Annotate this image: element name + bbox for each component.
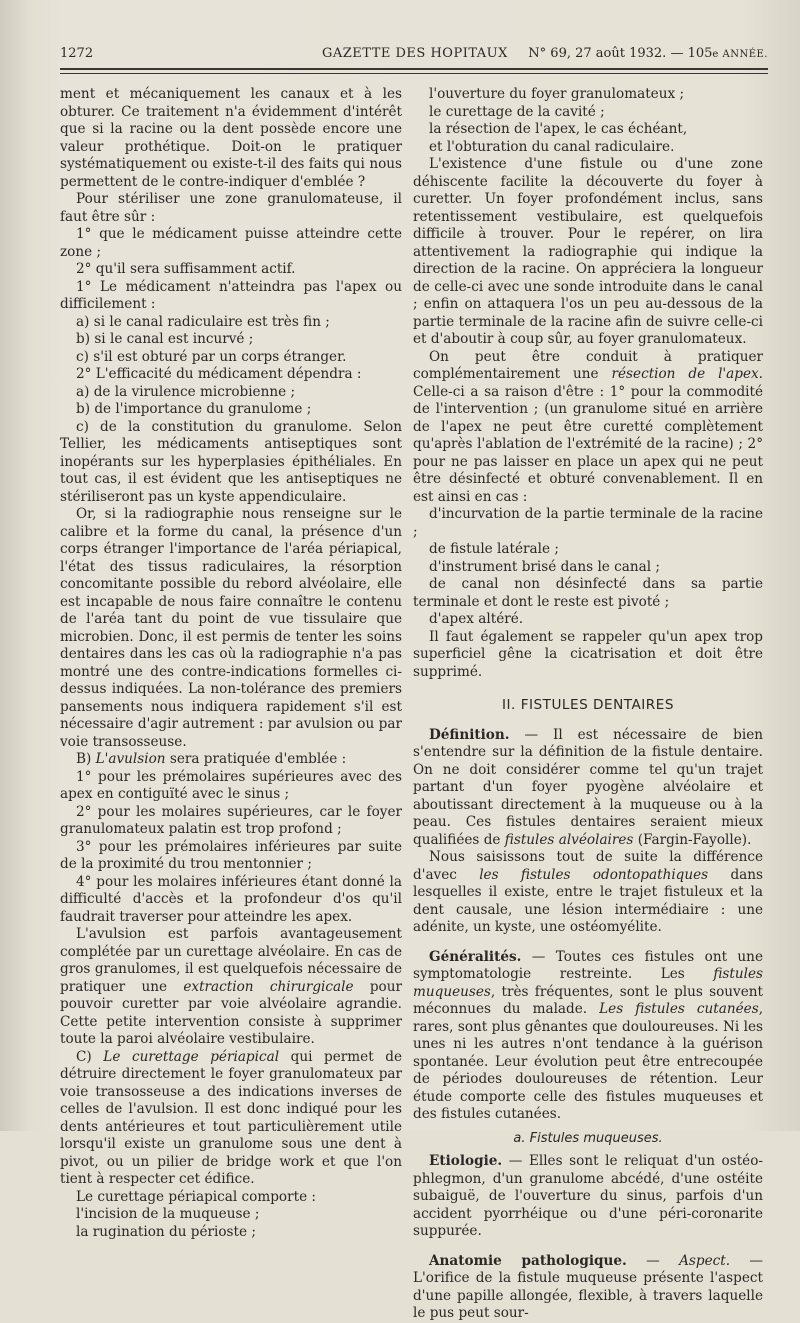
list-item: la résection de l'apex, le cas échéant, bbox=[429, 121, 688, 137]
subsection-letter: a. bbox=[513, 1130, 526, 1146]
emphasis: L'avulsion bbox=[95, 751, 166, 767]
paragraph: Le curettage périapical comporte : bbox=[76, 1188, 317, 1205]
right-column bbox=[413, 86, 763, 1323]
text: dans lesquelles il existe, entre le trajet fistuleux et la dent causale, une lésion intermédiaire : une adénite, un kyste, une ostéomyélite. bbox=[413, 866, 764, 935]
text: — Elles sont le reliquat d'un ostéo-phlegmon, d'un granulome abcédé, d'une ostéite subaiguë, de l'ouverture du sinus, parfois d'un accident pyorrhéique ou d'une péri-coronarite suppurée. bbox=[413, 1153, 763, 1239]
text: On peut être conduit à pratiquer complémentairement une bbox=[413, 348, 763, 382]
text: qui permet de détruire directement le foyer granulomateux par voie transosseuse a des indications inverses de celles de l'avulsion. Il est donc indiqué pour les dents antérieures et tout particulièrement utile lorsqu'il existe un granulome sous une dent à pivot, ou un pilier de bridge work et que l'on tient à respecter cet édifice. bbox=[60, 1048, 402, 1187]
text: . Celle-ci a sa raison d'être : 1° pour la commodité de l'intervention ; (un granulome situé en arrière de l'apex ne peut être curetté complètement qu'après l'ablation de l'extrémité de la racine) ; 2° pour ne pas laisser en place un apex qui ne peut être désinfecté et obturé convenablement. Il en est ainsi en cas : bbox=[413, 366, 763, 505]
run-in-heading: Etiologie. bbox=[429, 1153, 503, 1169]
paragraph bbox=[413, 349, 763, 507]
text: — Toutes ces fistules ont une symptomatologie restreinte. Les bbox=[413, 948, 763, 982]
run-in-heading: Généralités. bbox=[429, 948, 522, 965]
spacer bbox=[413, 1241, 763, 1253]
emphasis: Aspect. bbox=[679, 1252, 731, 1269]
list-item: l'incision de la muqueuse ; bbox=[76, 1206, 260, 1222]
list-item: 2° pour les molaires supérieures, car le foyer granulomateux palatin est trop profond ; bbox=[60, 803, 402, 837]
paragraph: L'existence d'une fistule ou d'une zone déhiscente facilite la découverte du foyer à curetter. Un foyer profondément inclus, sans retentissement vestibulaire, est quelquefois difficile à trouver. Pour le repérer, on lira attentivement la radiographie qui indique la direction de la racine. On appréciera la longueur de celle-ci avec une sonde introduite dans le canal ; enfin on attaquera l'os un peu au-dessous de la partie terminale de la racine afin de suivre celle-ci et d'aboutir à coup sûr, au foyer granulomateux. bbox=[413, 156, 763, 347]
paragraph bbox=[413, 849, 763, 937]
emphasis: Le curettage périapical bbox=[103, 1048, 280, 1065]
paragraph bbox=[413, 949, 763, 1124]
text: L'avulsion est parfois avantageusement complétée par un curettage alvéolaire. En cas de gros granulomes, il est quelquefois nécessaire de pratiquer une bbox=[60, 926, 402, 995]
left-column bbox=[60, 86, 402, 1241]
issue-year-suffix: e ANNÉE. bbox=[712, 49, 768, 60]
text: C) bbox=[76, 1048, 104, 1065]
text: B) bbox=[76, 751, 96, 767]
emphasis: résection de l'apex bbox=[611, 366, 759, 382]
issue-date: N° 69, 27 août 1932. — 105 bbox=[528, 46, 713, 61]
subsection-title: Fistules muqueuses. bbox=[529, 1130, 663, 1146]
list-item: de canal non désinfecté dans sa partie terminale et dont le reste est pivoté ; bbox=[413, 576, 763, 610]
journal-title: GAZETTE DES HOPITAUX bbox=[322, 46, 508, 61]
run-in-heading: Définition. bbox=[429, 726, 510, 743]
paragraph: 2° L'efficacité du médicament dépendra : bbox=[76, 366, 362, 382]
header-rule-thin bbox=[60, 73, 768, 74]
text: — bbox=[626, 1252, 680, 1269]
text: , très fréquentes, sont le plus souvent méconnues du malade. bbox=[413, 983, 763, 1017]
page-number: 1272 bbox=[60, 46, 94, 61]
list-item: c) s'il est obturé par un corps étranger. bbox=[76, 348, 347, 365]
text: Nous saisissons tout de suite la différence d'avec bbox=[413, 849, 763, 883]
list-item: d'apex altéré. bbox=[429, 611, 524, 627]
list-item: 3° pour les prémolaires inférieures par suite de la proximité du trou mentonnier ; bbox=[60, 838, 402, 872]
text: sera pratiquée d'emblée : bbox=[165, 751, 347, 767]
list-item: a) de la virulence microbienne ; bbox=[76, 383, 296, 400]
paragraph bbox=[413, 1253, 763, 1323]
paragraph bbox=[60, 1049, 402, 1189]
paragraph: Il faut également se rappeler qu'un apex trop superficiel gêne la cicatrisation et doit être supprimé. bbox=[413, 628, 763, 680]
list-item: le curettage de la cavité ; bbox=[429, 103, 605, 120]
list-item: la rugination du périoste ; bbox=[76, 1223, 256, 1240]
paragraph bbox=[60, 751, 402, 769]
paragraph bbox=[60, 926, 402, 1049]
list-item: c) de la constitution du granulome. Selon Tellier, les médicaments antiseptiques sont inopérants sur les hyperplasies épithéliales. En tout cas, il est évident que les antiseptiques ne stériliseront pas un kyste appendiculaire. bbox=[60, 418, 402, 505]
paragraph: Or, si la radiographie nous renseigne sur le calibre et la forme du canal, la présence d'un corps étranger l'importance de l'aréa périapical, l'état des tissus radiculaires, la résorption concomitante possible du rebord alvéolaire, elle est incapable de nous faire connaître le contenu de l'aréa tant du point de vue tissulaire que microbien. Donc, il est permis de tenter les soins dentaires dans les cas où la radiographie n'a pas montré une des contre-indications formelles ci-dessus indiquées. La non-tolérance des premiers pansements nous indiquera rapidement s'il est nécessaire d'agir autrement : par avulsion ou par voie transosseuse. bbox=[60, 506, 402, 750]
text: — L'orifice de la fistule muqueuse présente l'aspect d'une papille allongée, flexible, à travers laquelle le pus peut sour- bbox=[413, 1252, 763, 1321]
page-header bbox=[60, 46, 768, 66]
header-rule-thick bbox=[60, 68, 768, 70]
list-item: a) si le canal radiculaire est très fin ; bbox=[76, 313, 330, 330]
emphasis: fistules muqueuses bbox=[413, 966, 763, 1000]
paragraph bbox=[413, 727, 763, 850]
list-item: d'incurvation de la partie terminale de la racine ; bbox=[413, 506, 763, 540]
list-item: et l'obturation du canal radiculaire. bbox=[429, 138, 675, 155]
list-item: 1° pour les prémolaires supérieures avec des apex en contiguïté avec le sinus ; bbox=[60, 768, 402, 802]
list-item: d'instrument brisé dans le canal ; bbox=[429, 558, 660, 575]
spacer bbox=[413, 937, 763, 949]
subsection-heading bbox=[413, 1130, 763, 1148]
text: pour pouvoir curetter par voie alvéolaire agrandie. Cette petite intervention consiste à supprimer toute la paroi alvéolaire vestibulaire. bbox=[60, 978, 402, 1047]
text: — Il est nécessaire de bien s'entendre sur la définition de la fistule dentaire. On ne doit considérer comme tel qu'un trajet partant d'un foyer pyogène alvéolaire et aboutissant directement à la muqueuse ou à la peau. Ces fistules dentaires seraient mieux qualifiées de bbox=[413, 726, 763, 848]
list-item: b) si le canal est incurvé ; bbox=[76, 331, 254, 347]
emphasis: Les fistules cutanées bbox=[599, 1001, 759, 1017]
list-item: 1° que le médicament puisse atteindre cette zone ; bbox=[60, 226, 402, 260]
emphasis: les fistules odontopathiques bbox=[479, 866, 709, 883]
issue-info bbox=[528, 46, 768, 61]
list-item: b) de l'importance du granulome ; bbox=[76, 401, 312, 417]
emphasis: fistules alvéolaires bbox=[504, 831, 634, 848]
paragraph: 1° Le médicament n'atteindra pas l'apex ou difficilement : bbox=[60, 278, 402, 312]
text: (Fargin-Fayolle). bbox=[633, 831, 752, 848]
run-in-heading: Anatomie pathologique. bbox=[429, 1252, 627, 1269]
list-item: 2° qu'il sera suffisamment actif. bbox=[76, 261, 296, 277]
list-item: de fistule latérale ; bbox=[429, 541, 559, 557]
list-item: 4° pour les molaires inférieures étant donné la difficulté d'accès et la profondeur d'os qu'il faudrait traverser pour atteindre les apex. bbox=[60, 873, 402, 925]
paragraph: ment et mécaniquement les canaux et à les obturer. Ce traitement n'a évidemment d'intérêt que si la racine ou la dent possède encore une valeur prothétique. Doit-on le pratiquer systématiquement ou existe-t-il des faits qui nous permettent de le contre-indiquer d'emblée ? bbox=[60, 86, 402, 190]
text: , rares, sont plus gênantes que douloureuses. Ni les unes ni les autres n'ont tendance à la guérison spontanée. Leur évolution peut être entrecoupée de périodes douloureuses de rétention. Leur étude comporte celle des fistules muqueuses et des fistules cutanées. bbox=[413, 1001, 764, 1122]
paragraph bbox=[413, 1153, 763, 1241]
list-item: l'ouverture du foyer granulomateux ; bbox=[429, 86, 685, 102]
paragraph: Pour stériliser une zone granulomateuse, il faut être sûr : bbox=[60, 191, 402, 225]
section-heading: II. FISTULES DENTAIRES bbox=[502, 697, 674, 713]
emphasis: extraction chirurgicale bbox=[183, 978, 354, 995]
